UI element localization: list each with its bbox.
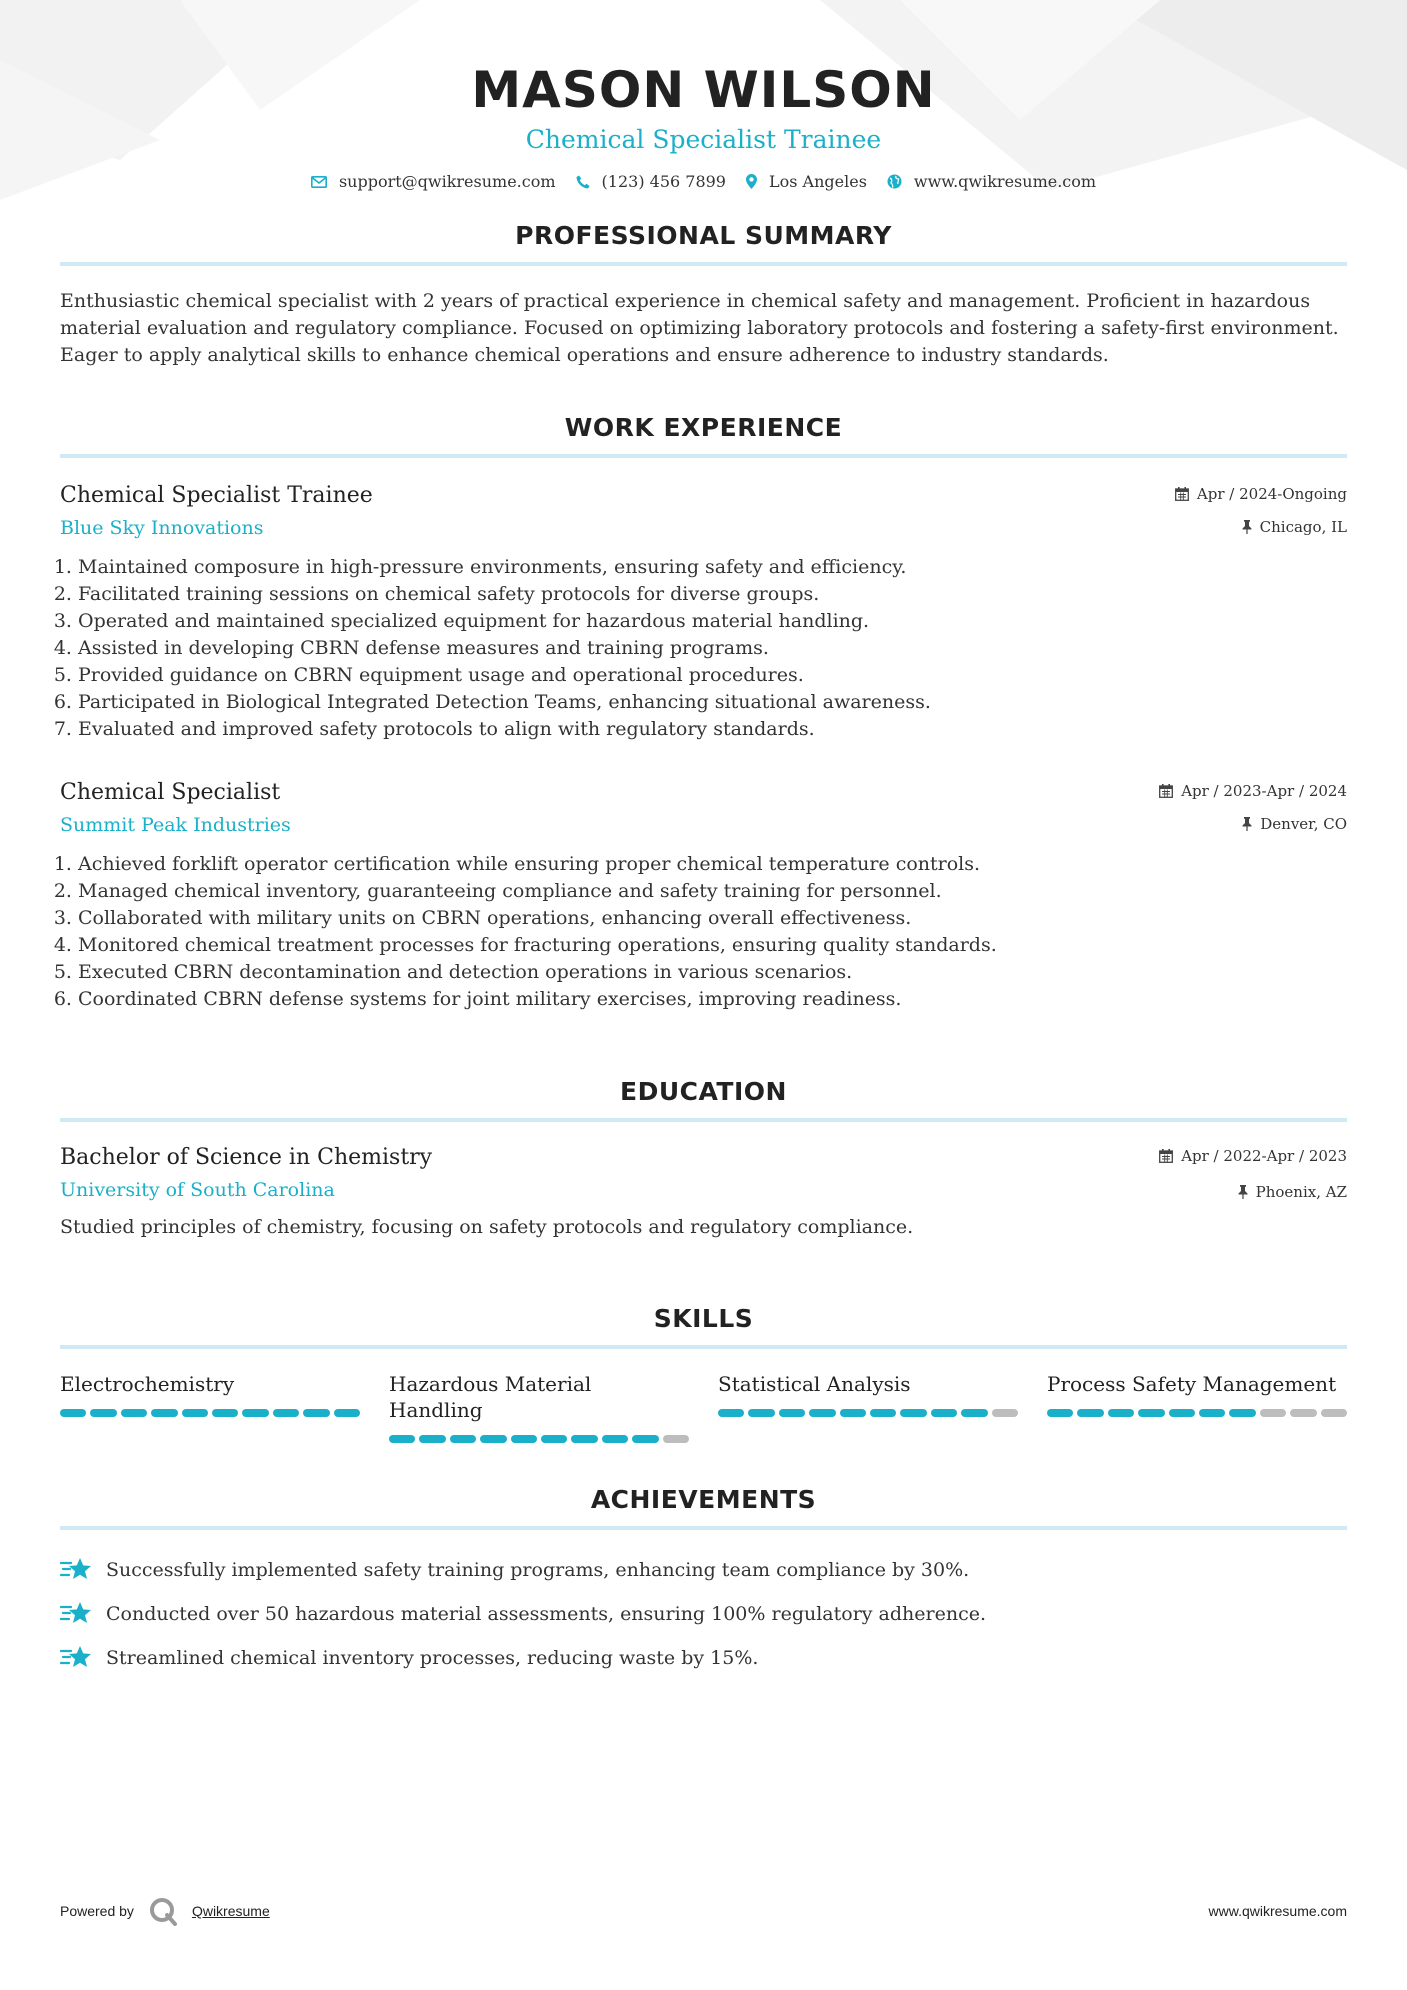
skill-segment-filled bbox=[419, 1435, 445, 1443]
candidate-name: MASON WILSON bbox=[471, 61, 936, 119]
job-title: Chemical Specialist Trainee bbox=[60, 483, 373, 508]
summary-section bbox=[60, 221, 1347, 369]
achievements-list bbox=[60, 1548, 1347, 1680]
skill-segment-filled bbox=[961, 1409, 987, 1417]
skills-grid bbox=[60, 1371, 1347, 1443]
skill-segment-filled bbox=[1047, 1409, 1073, 1417]
duty-item: 3. Operated and maintained specialized equipment for hazardous material handling. bbox=[78, 608, 1347, 635]
pin-icon bbox=[1242, 520, 1252, 534]
contact-phone[interactable] bbox=[576, 172, 726, 191]
star-icon bbox=[60, 1644, 94, 1672]
duty-item: 4. Monitored chemical treatment processes for fracturing operations, ensuring quality standards. bbox=[78, 932, 1347, 959]
skill-item bbox=[718, 1371, 1018, 1443]
duty-item: 5. Executed CBRN decontamination and detection operations in various scenarios. bbox=[78, 959, 1347, 986]
duty-item: 1. Maintained composure in high-pressure environments, ensuring safety and efficiency. bbox=[78, 554, 1347, 581]
contact-bar bbox=[60, 172, 1347, 191]
duty-item: 1. Achieved forklift operator certification while ensuring proper chemical temperature controls. bbox=[78, 851, 1347, 878]
skill-segment-filled bbox=[602, 1435, 628, 1443]
skill-level-bar bbox=[60, 1409, 360, 1417]
contact-website[interactable] bbox=[887, 172, 1096, 191]
skill-level-bar bbox=[718, 1409, 1018, 1417]
achievement-text: Streamlined chemical inventory processes, reducing waste by 15%. bbox=[106, 1647, 759, 1669]
skill-name: Hazardous Material Handling bbox=[389, 1372, 592, 1422]
calendar-icon bbox=[1159, 784, 1173, 798]
skill-segment-filled bbox=[1169, 1409, 1195, 1417]
skill-segment-filled bbox=[121, 1409, 147, 1417]
skill-segment-filled bbox=[1199, 1409, 1225, 1417]
education-description: Studied principles of chemistry, focusing on safety protocols and regulatory compliance. bbox=[60, 1216, 914, 1238]
achievements-heading: ACHIEVEMENTS bbox=[590, 1485, 817, 1514]
skill-segment-filled bbox=[182, 1409, 208, 1417]
education-heading: EDUCATION bbox=[620, 1077, 787, 1106]
job-location: Denver, CO bbox=[1260, 815, 1347, 833]
job-location: Chicago, IL bbox=[1259, 518, 1347, 536]
skill-segment-empty bbox=[1321, 1409, 1347, 1417]
section-divider bbox=[60, 262, 1347, 266]
skill-item bbox=[60, 1371, 360, 1443]
job-title: Chemical Specialist bbox=[60, 780, 281, 805]
skill-segment-filled bbox=[212, 1409, 238, 1417]
calendar-icon bbox=[1175, 487, 1189, 501]
footer bbox=[60, 1896, 1347, 1926]
achievement-item bbox=[60, 1592, 1347, 1636]
skill-name: Statistical Analysis bbox=[718, 1372, 911, 1396]
school-name: University of South Carolina bbox=[60, 1179, 335, 1201]
skills-heading: SKILLS bbox=[653, 1304, 754, 1333]
skill-segment-filled bbox=[1229, 1409, 1255, 1417]
phone-icon bbox=[576, 175, 590, 189]
globe-icon bbox=[887, 174, 902, 189]
skill-item bbox=[389, 1371, 689, 1443]
skill-segment-filled bbox=[1077, 1409, 1103, 1417]
skill-segment-filled bbox=[718, 1409, 744, 1417]
contact-location-text: Los Angeles bbox=[768, 172, 867, 191]
duty-item: 6. Participated in Biological Integrated Detection Teams, enhancing situational awareness. bbox=[78, 689, 1347, 716]
skill-segment-filled bbox=[273, 1409, 299, 1417]
skill-segment-empty bbox=[1260, 1409, 1286, 1417]
skill-segment-filled bbox=[242, 1409, 268, 1417]
job-duties bbox=[60, 851, 1347, 1013]
star-icon bbox=[60, 1600, 94, 1628]
qwikresume-logo-icon bbox=[148, 1896, 178, 1926]
skill-name: Process Safety Management bbox=[1047, 1372, 1337, 1396]
duty-item: 5. Provided guidance on CBRN equipment usage and operational procedures. bbox=[78, 662, 1347, 689]
skill-segment-filled bbox=[541, 1435, 567, 1443]
calendar-icon bbox=[1159, 1149, 1173, 1163]
powered-by-label: Powered by bbox=[60, 1903, 134, 1919]
education-dates: Apr / 2022-Apr / 2023 bbox=[1181, 1147, 1347, 1165]
achievements-section bbox=[60, 1485, 1347, 1680]
achievement-text: Conducted over 50 hazardous material assessments, ensuring 100% regulatory adherence. bbox=[106, 1603, 987, 1625]
contact-email[interactable] bbox=[311, 172, 556, 191]
powered-by-brand-link[interactable]: Qwikresume bbox=[191, 1903, 270, 1919]
education-entry bbox=[60, 1144, 1347, 1240]
skill-segment-filled bbox=[303, 1409, 329, 1417]
skill-segment-filled bbox=[90, 1409, 116, 1417]
skill-segment-filled bbox=[840, 1409, 866, 1417]
skill-level-bar bbox=[389, 1435, 689, 1443]
degree-title: Bachelor of Science in Chemistry bbox=[60, 1145, 433, 1170]
skill-segment-empty bbox=[992, 1409, 1018, 1417]
mail-icon bbox=[311, 176, 327, 188]
achievement-item bbox=[60, 1636, 1347, 1680]
job-dates: Apr / 2024-Ongoing bbox=[1196, 485, 1347, 503]
skill-segment-filled bbox=[151, 1409, 177, 1417]
job-dates: Apr / 2023-Apr / 2024 bbox=[1181, 782, 1347, 800]
skill-segment-filled bbox=[748, 1409, 774, 1417]
candidate-title: Chemical Specialist Trainee bbox=[525, 125, 882, 154]
footer-url[interactable]: www.qwikresume.com bbox=[1208, 1903, 1347, 1919]
duty-item: 2. Facilitated training sessions on chemical safety protocols for diverse groups. bbox=[78, 581, 1347, 608]
skill-segment-filled bbox=[450, 1435, 476, 1443]
skill-segment-filled bbox=[931, 1409, 957, 1417]
skill-segment-filled bbox=[389, 1435, 415, 1443]
skill-segment-filled bbox=[571, 1435, 597, 1443]
duty-item: 3. Collaborated with military units on CBRN operations, enhancing overall effectiveness. bbox=[78, 905, 1347, 932]
experience-heading: WORK EXPERIENCE bbox=[564, 413, 843, 442]
skill-segment-filled bbox=[60, 1409, 86, 1417]
summary-text: Enthusiastic chemical specialist with 2 years of practical experience in chemical safety and management. Proficient in hazardous material evaluation and regulatory compliance. Focused on optimizing laboratory protocols and fostering a safety-first environment. Eager to apply analytical skills to enhance chemical operations and ensure adherence to industry standards. bbox=[60, 290, 1339, 366]
experience-section bbox=[60, 413, 1347, 1013]
skill-segment-filled bbox=[480, 1435, 506, 1443]
job-entry bbox=[60, 482, 1347, 743]
duty-item: 6. Coordinated CBRN defense systems for joint military exercises, improving readiness. bbox=[78, 986, 1347, 1013]
achievement-text: Successfully implemented safety training programs, enhancing team compliance by 30%. bbox=[106, 1559, 970, 1581]
skill-segment-filled bbox=[632, 1435, 658, 1443]
section-divider bbox=[60, 1345, 1347, 1349]
skill-segment-filled bbox=[1138, 1409, 1164, 1417]
skill-segment-filled bbox=[1108, 1409, 1134, 1417]
contact-email-text: support@qwikresume.com bbox=[338, 172, 556, 191]
skills-section bbox=[60, 1304, 1347, 1443]
skill-segment-filled bbox=[870, 1409, 896, 1417]
skill-segment-empty bbox=[663, 1435, 689, 1443]
pin-icon bbox=[1238, 1185, 1248, 1199]
education-location: Phoenix, AZ bbox=[1255, 1183, 1347, 1201]
section-divider bbox=[60, 1118, 1347, 1122]
achievement-item bbox=[60, 1548, 1347, 1592]
pin-icon bbox=[1242, 817, 1252, 831]
section-divider bbox=[60, 1526, 1347, 1530]
job-entry bbox=[60, 779, 1347, 1013]
skill-segment-filled bbox=[334, 1409, 360, 1417]
skill-segment-filled bbox=[779, 1409, 805, 1417]
skill-name: Electrochemistry bbox=[60, 1372, 235, 1396]
skill-segment-filled bbox=[900, 1409, 926, 1417]
contact-phone-text: (123) 456 7899 bbox=[601, 172, 726, 191]
duty-item: 4. Assisted in developing CBRN defense measures and training programs. bbox=[78, 635, 1347, 662]
contact-location bbox=[746, 172, 867, 191]
contact-website-text: www.qwikresume.com bbox=[913, 172, 1097, 191]
section-divider bbox=[60, 454, 1347, 458]
star-icon bbox=[60, 1556, 94, 1584]
duty-item: 7. Evaluated and improved safety protocols to align with regulatory standards. bbox=[78, 716, 1347, 743]
job-duties bbox=[60, 554, 1347, 743]
education-section bbox=[60, 1077, 1347, 1240]
skill-level-bar bbox=[1047, 1409, 1347, 1417]
skill-item bbox=[1047, 1371, 1347, 1443]
skill-segment-empty bbox=[1290, 1409, 1316, 1417]
job-company: Blue Sky Innovations bbox=[60, 517, 264, 539]
map-pin-icon bbox=[746, 174, 757, 189]
summary-heading: PROFESSIONAL SUMMARY bbox=[515, 221, 892, 250]
job-company: Summit Peak Industries bbox=[60, 814, 291, 836]
duty-item: 2. Managed chemical inventory, guaranteeing compliance and safety training for personnel. bbox=[78, 878, 1347, 905]
skill-segment-filled bbox=[809, 1409, 835, 1417]
skill-segment-filled bbox=[511, 1435, 537, 1443]
